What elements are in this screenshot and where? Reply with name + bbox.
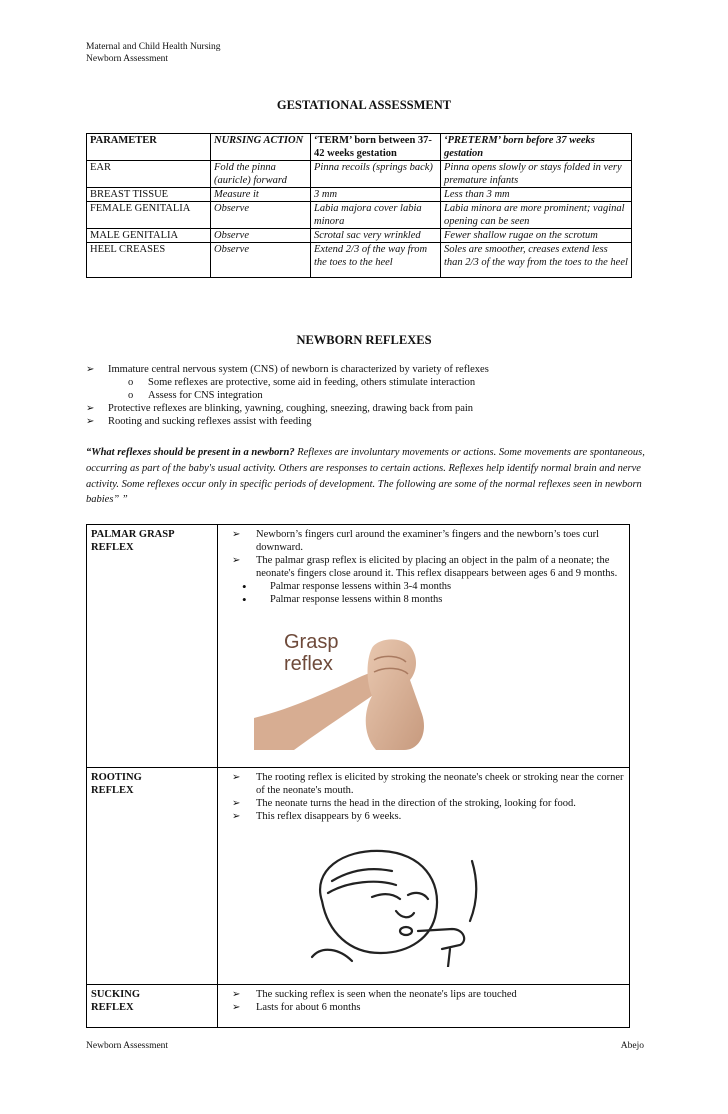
cell: Extend 2/3 of the way from the toes to the heel — [311, 243, 441, 278]
image-label: Grasp — [284, 631, 339, 653]
cell: Pinna opens slowly or stays folded in very premature infants — [441, 161, 632, 188]
reflex-name-cell — [87, 525, 218, 768]
gestational-table — [86, 133, 632, 278]
header-course: Maternal and Child Health Nursing — [86, 42, 221, 52]
cell: Observe — [211, 202, 311, 229]
bullet-item: ➢ The neonate turns the head in the direction of the stroking, looking for food. — [232, 797, 625, 810]
intro-paragraph — [86, 445, 646, 508]
intro-question: “What reflexes should be present in a newborn? — [86, 447, 295, 458]
cell: Less than 3 mm — [441, 188, 632, 202]
reflex-bullets — [86, 363, 646, 428]
cell: Fold the pinna (auricle) forward — [211, 161, 311, 188]
table-row — [87, 985, 630, 1028]
intro-text: Reflexes are involuntary movements or actions. Some movements are spontaneous, occurring as part of the baby's usual activity. Others are responses to certain actions. Reflexes help identify normal brain and nerve activity. Some reflexes occur only in specific periods of development. The following are some of the normal reflexes seen in newborn babies” ” — [86, 447, 645, 506]
bullet-item: ➢ The rooting reflex is elicited by stroking the neonate's cheek or stroking near the corner of the neonate's mouth. — [232, 771, 625, 797]
cell: MALE GENITALIA — [87, 229, 211, 243]
reflex-name-cell — [87, 985, 218, 1028]
footer-title: Newborn Assessment — [86, 1041, 169, 1051]
cell: Observe — [211, 243, 311, 278]
cell: HEEL CREASES — [87, 243, 211, 278]
bullet-item: ➢ The palmar grasp reflex is elicited by placing an object in the palm of a neonate; the neonate's fingers close around it. This reflex disappears between ages 6 and 9 months. — [232, 554, 625, 580]
table-row — [87, 525, 630, 768]
cell: Labia minora are more prominent; vaginal opening can be seen — [441, 202, 632, 229]
cell: FEMALE GENITALIA — [87, 202, 211, 229]
cell: Fewer shallow rugae on the scrotum — [441, 229, 632, 243]
adult-hand — [254, 668, 386, 750]
bullet-item: ➢ Newborn’s fingers curl around the examiner’s fingers and the newborn’s toes curl downward. — [232, 528, 625, 554]
baby-hand — [366, 639, 424, 750]
reflex-name: REFLEX — [91, 1002, 134, 1013]
sub-bullet-item: o Some reflexes are protective, some aid in feeding, others stimulate interaction — [86, 376, 646, 389]
cell: Labia majora cover labia minora — [311, 202, 441, 229]
col-header: ‘TERM’ born between 37-42 weeks gestation — [311, 134, 441, 161]
table-row — [87, 768, 630, 985]
reflex-name: SUCKING — [91, 989, 141, 1000]
bullet-item: ➢ This reflex disappears by 6 weeks. — [232, 810, 625, 823]
reflexes-title: NEWBORN REFLEXES — [296, 333, 432, 347]
bullet-item: ➢ Rooting and sucking reflexes assist with feeding — [86, 415, 646, 428]
reflex-detail-cell — [218, 985, 630, 1028]
reflex-name: REFLEX — [91, 542, 134, 553]
col-header: ‘PRETERM’ born before 37 weeks gestation — [441, 134, 632, 161]
cell: Soles are smoother, creases extend less than 2/3 of the way from the toes to the heel — [441, 243, 632, 278]
grasp-reflex-image — [254, 610, 454, 750]
col-header: NURSING ACTION — [211, 134, 311, 161]
rooting-reflex-image — [292, 841, 492, 967]
bullet-item: ➢ Protective reflexes are blinking, yawning, coughing, sneezing, drawing back from pain — [86, 402, 646, 415]
running-footer — [86, 1041, 644, 1051]
reflex-name-cell — [87, 768, 218, 985]
table-row — [87, 229, 632, 243]
table-row — [87, 202, 632, 229]
reflex-detail-cell — [218, 768, 630, 985]
reflex-name: REFLEX — [91, 785, 134, 796]
col-header: PARAMETER — [87, 134, 211, 161]
cell: EAR — [87, 161, 211, 188]
bullet-item: ➢ Immature central nervous system (CNS) of newborn is characterized by variety of reflexes — [86, 363, 646, 376]
dot-item: • Palmar response lessens within 8 months — [232, 593, 625, 606]
image-label: reflex — [284, 653, 333, 675]
table-row — [87, 161, 632, 188]
cell: Pinna recoils (springs back) — [311, 161, 441, 188]
cell: Scrotal sac very wrinkled — [311, 229, 441, 243]
bullet-item: ➢ The sucking reflex is seen when the neonate's lips are touched — [232, 988, 625, 1001]
gestational-title: GESTATIONAL ASSESSMENT — [276, 98, 452, 112]
reflex-name: ROOTING — [91, 772, 142, 783]
cell: 3 mm — [311, 188, 441, 202]
reflex-table — [86, 524, 630, 1028]
sub-bullet-item: o Assess for CNS integration — [86, 389, 646, 402]
reflex-name: PALMAR GRASP — [91, 529, 175, 540]
cell: BREAST TISSUE — [87, 188, 211, 202]
table-row — [87, 188, 632, 202]
cell: Observe — [211, 229, 311, 243]
table-row — [87, 243, 632, 278]
table-header-row — [87, 134, 632, 161]
running-header — [86, 41, 221, 65]
cell: Measure it — [211, 188, 311, 202]
bullet-item: ➢ Lasts for about 6 months — [232, 1001, 625, 1014]
dot-item: • Palmar response lessens within 3-4 months — [232, 580, 625, 593]
footer-author: Abejo — [620, 1041, 644, 1051]
header-topic: Newborn Assessment — [86, 54, 169, 64]
reflex-detail-cell — [218, 525, 630, 768]
